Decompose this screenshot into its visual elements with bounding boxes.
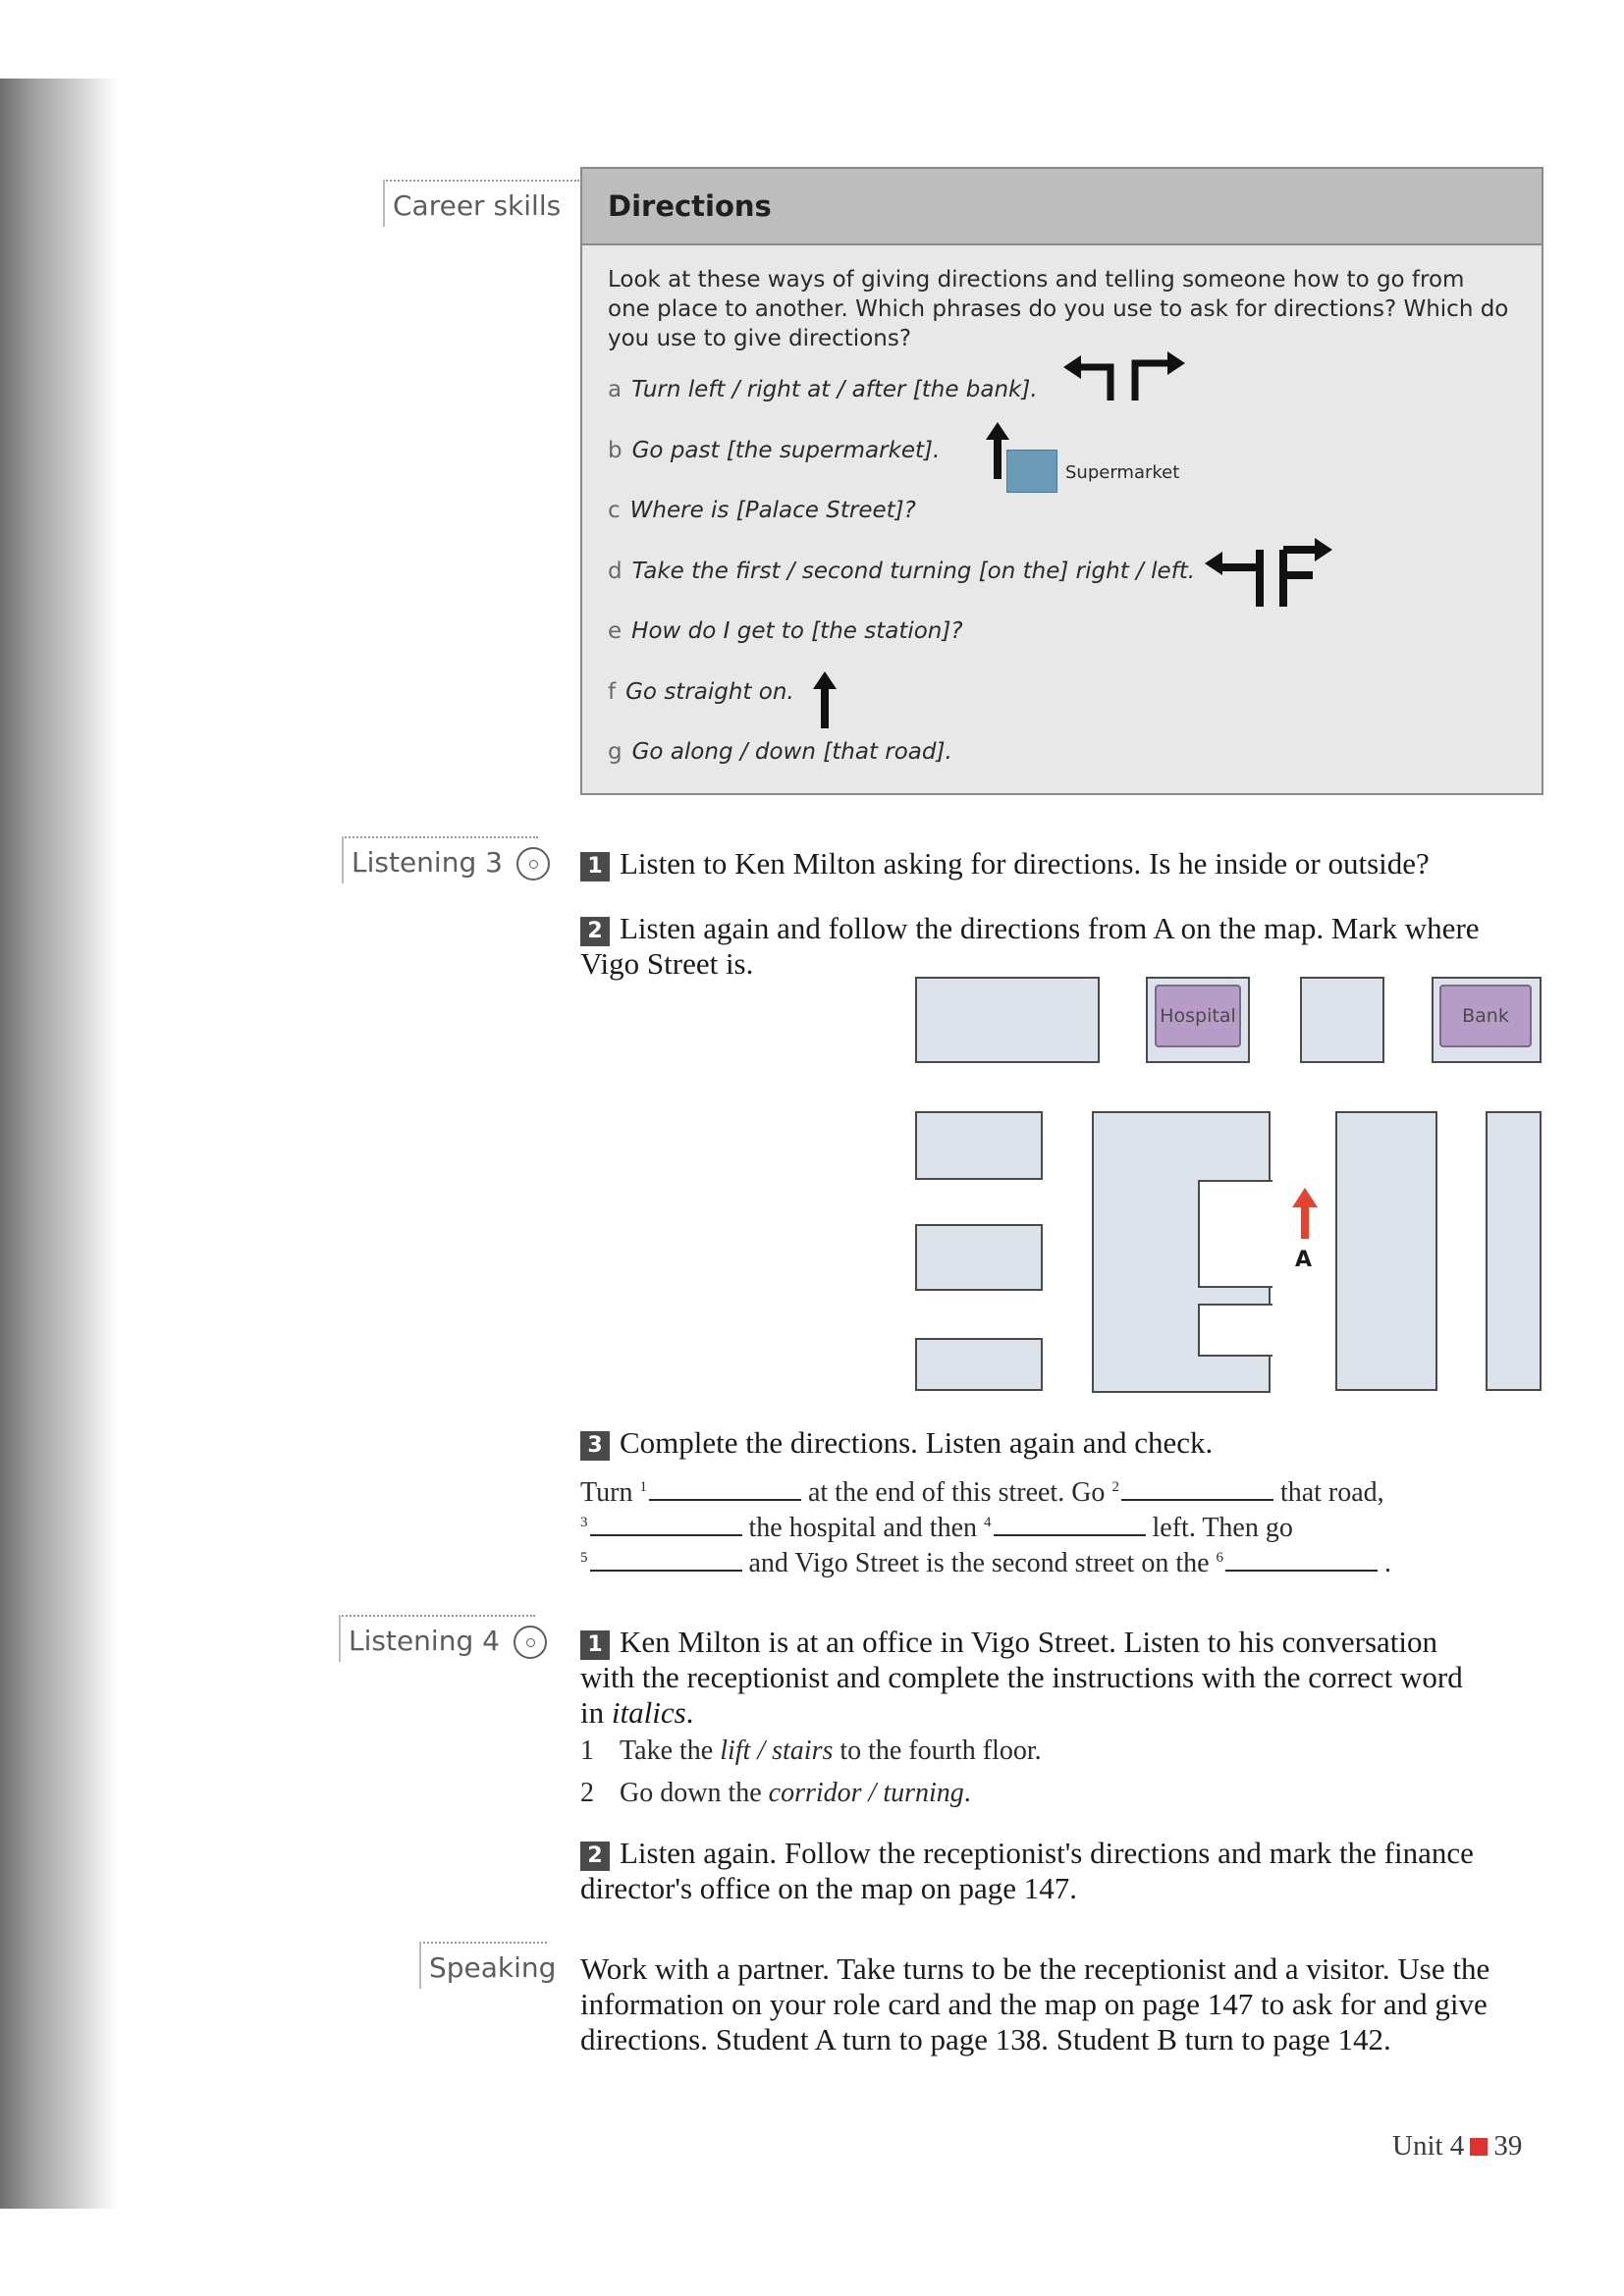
listening-3-label: Listening 3	[352, 846, 550, 881]
fill-line-3: $^5$ and Vigo Street is the second street on the $^6$ .	[580, 1548, 1392, 1578]
directions-box	[580, 167, 1543, 795]
speaking-label: Speaking	[429, 1951, 556, 1984]
blank-4[interactable]	[994, 1513, 1146, 1536]
page-number: Unit 4 39	[1392, 2130, 1523, 2162]
book-spine-shadow	[0, 79, 118, 2209]
directions-title: Directions	[582, 169, 1542, 245]
map-block	[915, 1111, 1043, 1180]
map-block	[1335, 1111, 1437, 1391]
blank-6[interactable]	[1225, 1548, 1378, 1572]
map-block	[915, 1224, 1043, 1291]
phrase-f: f Go straight on.	[608, 679, 794, 705]
red-square-icon	[1470, 2138, 1488, 2156]
listening3-exercise-1: 1 Listen to Ken Milton asking for directions. Is he inside or outside?	[580, 846, 1543, 881]
hospital-label: Hospital	[1155, 985, 1241, 1047]
blank-2[interactable]	[1121, 1477, 1273, 1501]
map-block	[915, 1338, 1043, 1391]
point-a-label: A	[1295, 1248, 1313, 1272]
audio-cd-icon	[514, 1626, 547, 1659]
blank-3[interactable]	[590, 1513, 742, 1536]
listening3-exercise-2: 2 Listen again and follow the directions from A on the map. Mark where Vigo Street is.	[580, 911, 1480, 981]
fill-line-2: $^3$ the hospital and then $^4$ left. Then go	[580, 1513, 1293, 1543]
listening3-exercise-3: 3 Complete the directions. Listen again and check.	[580, 1425, 1543, 1461]
phrase-c: c Where is [Palace Street]?	[608, 498, 916, 523]
listening4-item-2: 2 Go down the corridor / turning.	[580, 1778, 971, 1808]
turning-arrows-icon	[1203, 532, 1340, 611]
map-block	[1300, 977, 1384, 1063]
directions-intro: Look at these ways of giving directions and telling someone how to go from one place to another. Which phrases do you use to ask for directions? Which do you use to give directions?	[608, 267, 1509, 351]
map-block	[1486, 1111, 1542, 1391]
map-block-e-shape	[1092, 1111, 1269, 1391]
supermarket-label: Supermarket	[1065, 462, 1180, 483]
listening-4-label: Listening 4	[349, 1625, 547, 1659]
phrase-d: d Take the first / second turning [on the] right / left.	[608, 559, 1196, 584]
map-block	[915, 977, 1100, 1063]
blank-5[interactable]	[590, 1548, 742, 1572]
fill-line-1: Turn $^1$ at the end of this street. Go $^2$ that road,	[580, 1477, 1384, 1508]
street-map	[913, 975, 1542, 1391]
career-skills-label: Career skills	[393, 189, 561, 222]
phrase-e: e How do I get to [the station]?	[608, 618, 963, 644]
start-arrow-icon	[1290, 1186, 1320, 1241]
blank-1[interactable]	[649, 1477, 801, 1501]
listening4-item-1: 1 Take the lift / stairs to the fourth floor.	[580, 1735, 1042, 1766]
bank-label: Bank	[1439, 985, 1532, 1047]
audio-cd-icon	[516, 847, 550, 881]
phrase-a: a Turn left / right at / after [the bank].	[608, 377, 1038, 402]
turn-left-right-arrows-icon	[1061, 346, 1199, 404]
supermarket-square-icon	[1006, 450, 1057, 493]
phrase-b: b Go past [the supermarket].	[608, 438, 941, 463]
listening4-exercise-1: 1 Ken Milton is at an office in Vigo Street. Listen to his conversation with the receptionist and complete the instructions with the correct word in italics.	[580, 1625, 1463, 1730]
speaking-exercise: Work with a partner. Take turns to be the receptionist and a visitor. Use the information on your role card and the map on page 147 to ask for and give directions. Student A turn to page 138. Student B turn to page 142.	[580, 1951, 1490, 2056]
up-arrow-icon	[810, 669, 839, 730]
listening4-exercise-2: 2 Listen again. Follow the receptionist's directions and mark the finance director's office on the map on page 147.	[580, 1836, 1474, 1905]
phrase-g: g Go along / down [that road].	[608, 739, 952, 765]
